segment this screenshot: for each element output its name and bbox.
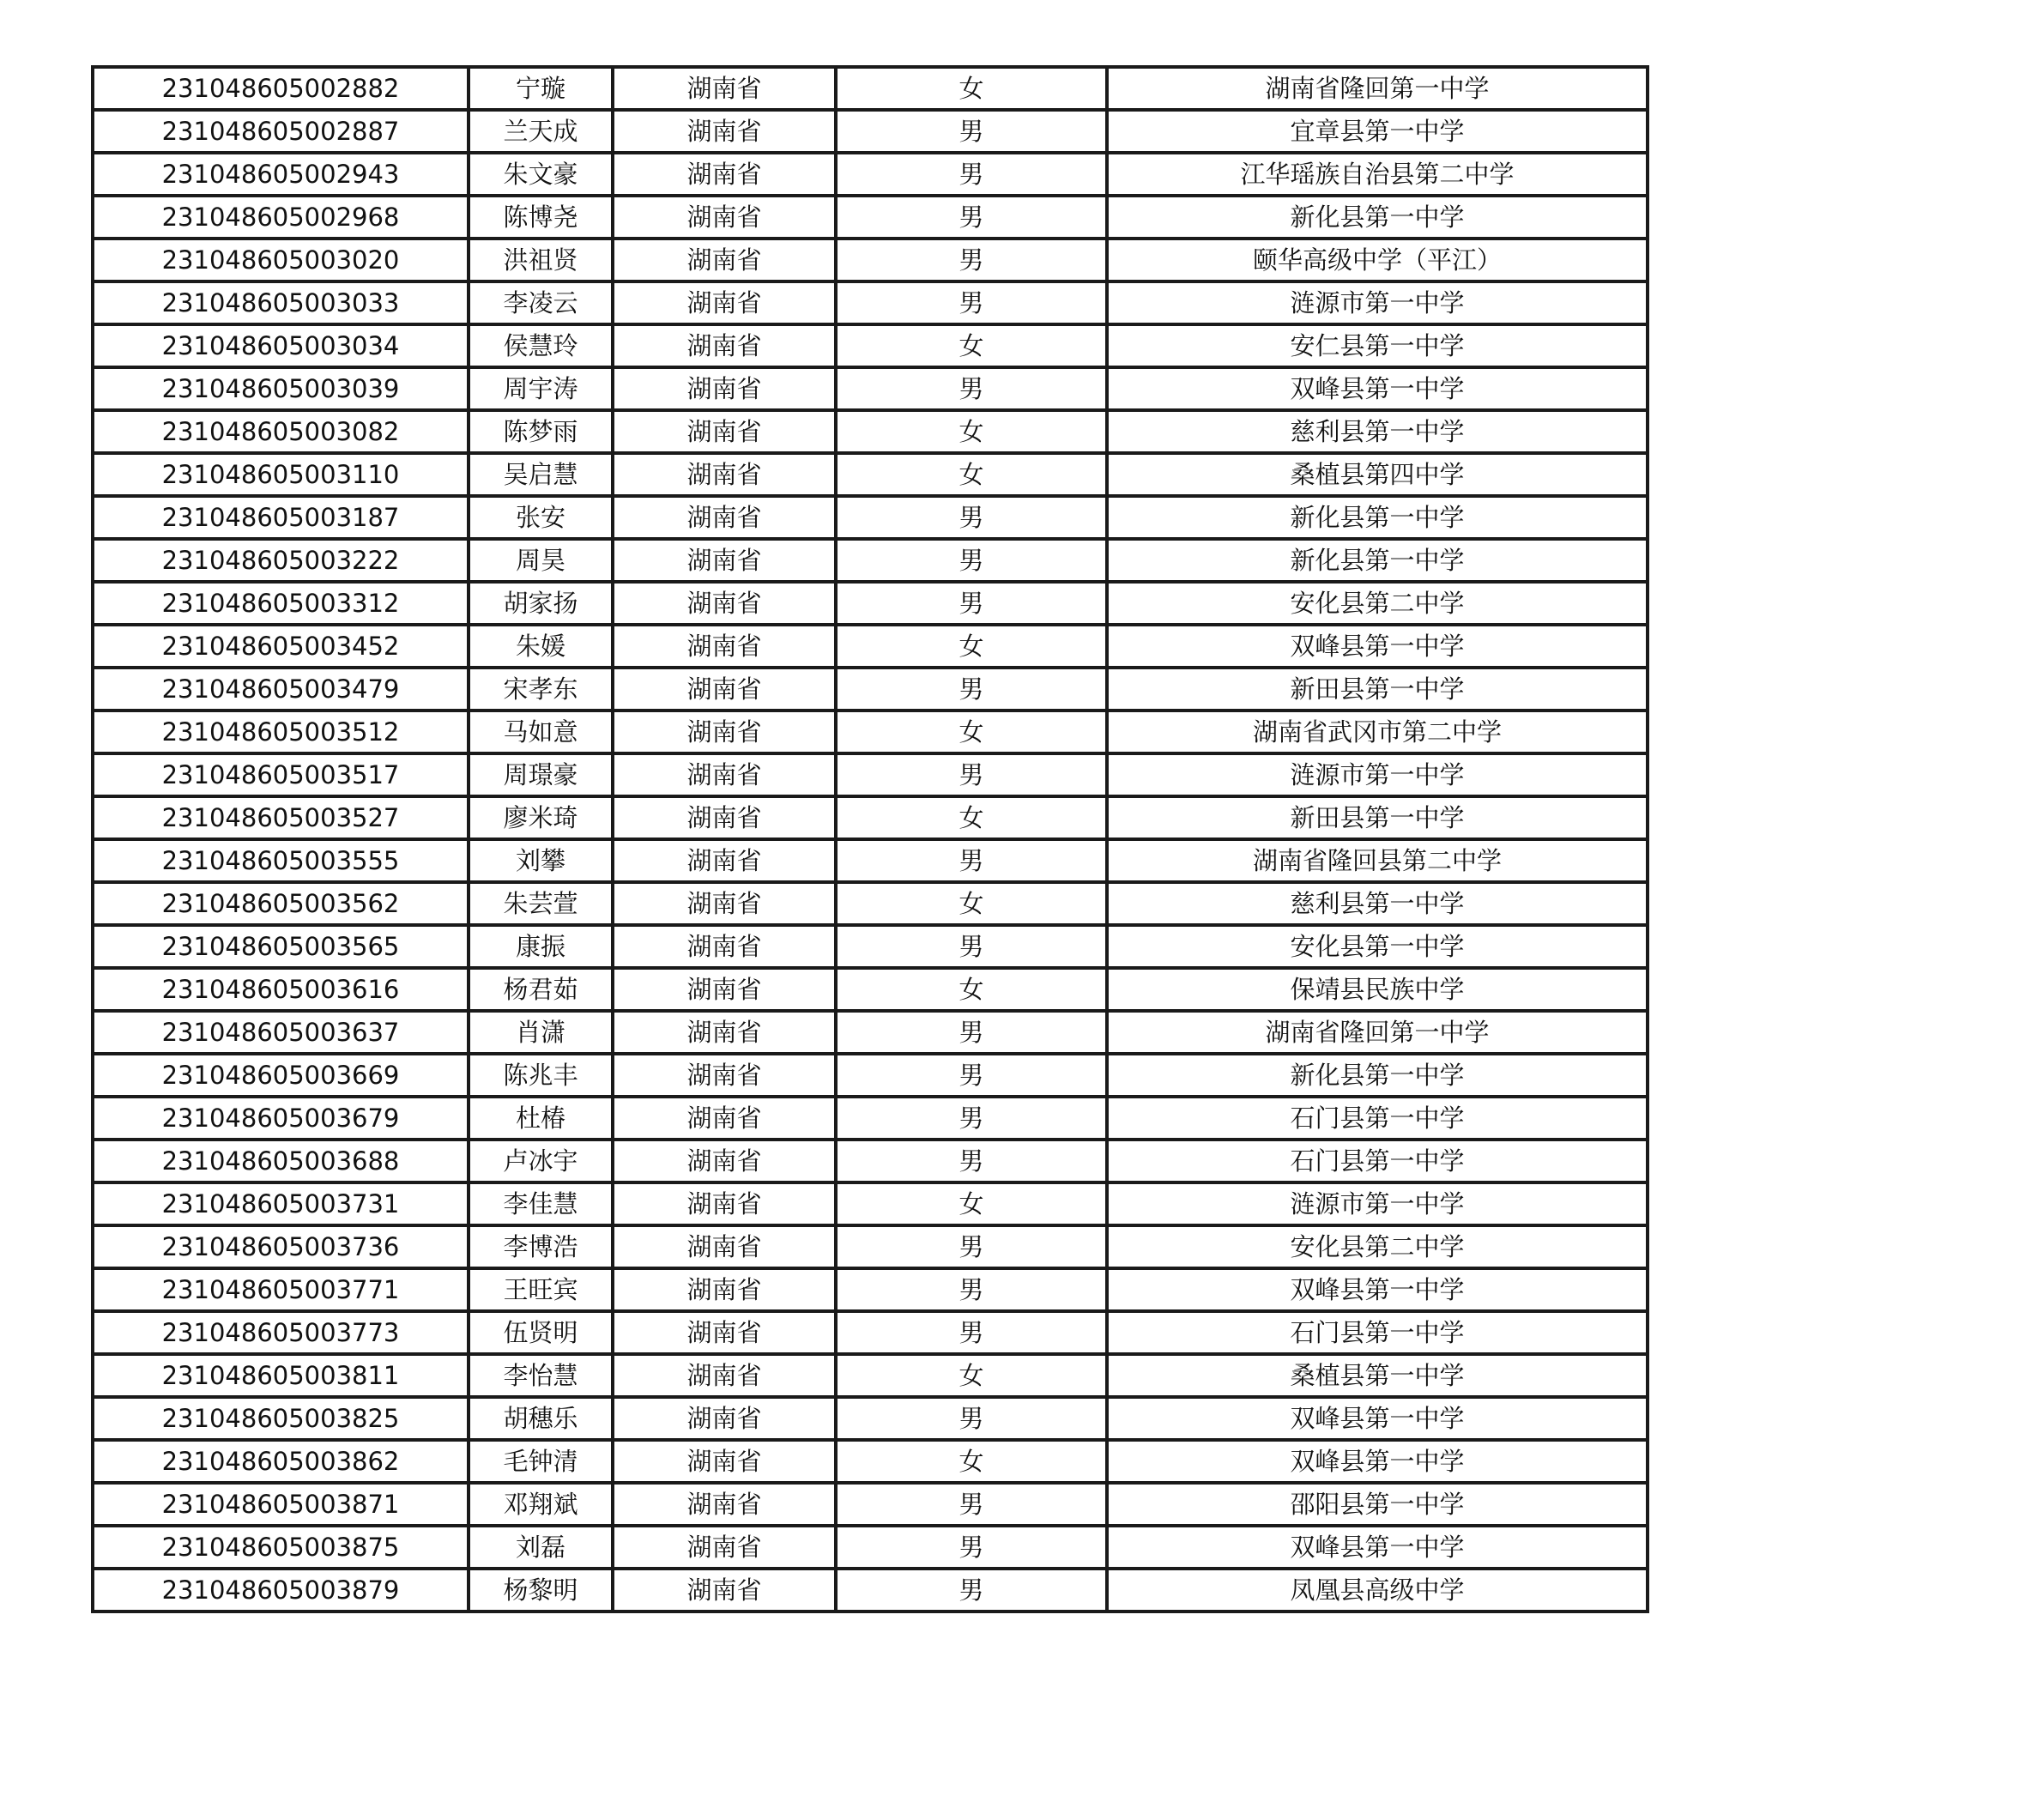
candidate-id-cell: 231048605003527 bbox=[93, 796, 469, 839]
province-cell: 湖南省 bbox=[613, 324, 836, 367]
candidate-id-cell: 231048605003773 bbox=[93, 1311, 469, 1354]
school-cell: 湖南省隆回县第二中学 bbox=[1107, 839, 1648, 882]
table-row bbox=[93, 1054, 1648, 1097]
school-cell: 涟源市第一中学 bbox=[1107, 281, 1648, 324]
school-cell: 双峰县第一中学 bbox=[1107, 367, 1648, 410]
name-cell: 伍贤明 bbox=[469, 1311, 613, 1354]
gender-cell: 男 bbox=[836, 367, 1107, 410]
gender-cell: 男 bbox=[836, 1569, 1107, 1612]
school-cell: 石门县第一中学 bbox=[1107, 1097, 1648, 1140]
province-cell: 湖南省 bbox=[613, 796, 836, 839]
name-cell: 李博浩 bbox=[469, 1225, 613, 1268]
table-row bbox=[93, 1097, 1648, 1140]
name-cell: 毛钟清 bbox=[469, 1440, 613, 1483]
school-cell: 涟源市第一中学 bbox=[1107, 1182, 1648, 1225]
school-cell: 双峰县第一中学 bbox=[1107, 1397, 1648, 1440]
table-row bbox=[93, 839, 1648, 882]
school-cell: 新田县第一中学 bbox=[1107, 668, 1648, 711]
table-row bbox=[93, 67, 1648, 110]
candidate-id-cell: 231048605002968 bbox=[93, 196, 469, 239]
province-cell: 湖南省 bbox=[613, 882, 836, 925]
gender-cell: 男 bbox=[836, 925, 1107, 968]
table-row bbox=[93, 367, 1648, 410]
candidate-id-cell: 231048605003879 bbox=[93, 1569, 469, 1612]
table-row bbox=[93, 882, 1648, 925]
gender-cell: 男 bbox=[836, 668, 1107, 711]
table-row bbox=[93, 239, 1648, 281]
gender-cell: 男 bbox=[836, 1397, 1107, 1440]
table-row bbox=[93, 1140, 1648, 1182]
gender-cell: 女 bbox=[836, 410, 1107, 453]
name-cell: 洪祖贤 bbox=[469, 239, 613, 281]
school-cell: 涟源市第一中学 bbox=[1107, 753, 1648, 796]
province-cell: 湖南省 bbox=[613, 1097, 836, 1140]
name-cell: 刘攀 bbox=[469, 839, 613, 882]
gender-cell: 女 bbox=[836, 1440, 1107, 1483]
province-cell: 湖南省 bbox=[613, 1354, 836, 1397]
name-cell: 李怡慧 bbox=[469, 1354, 613, 1397]
name-cell: 李佳慧 bbox=[469, 1182, 613, 1225]
candidate-id-cell: 231048605003736 bbox=[93, 1225, 469, 1268]
candidate-id-cell: 231048605003110 bbox=[93, 453, 469, 496]
gender-cell: 男 bbox=[836, 753, 1107, 796]
school-cell: 安化县第一中学 bbox=[1107, 925, 1648, 968]
candidate-id-cell: 231048605003187 bbox=[93, 496, 469, 539]
gender-cell: 男 bbox=[836, 153, 1107, 196]
province-cell: 湖南省 bbox=[613, 1268, 836, 1311]
school-cell: 湖南省武冈市第二中学 bbox=[1107, 711, 1648, 753]
table-row bbox=[93, 153, 1648, 196]
table-row bbox=[93, 1011, 1648, 1054]
province-cell: 湖南省 bbox=[613, 839, 836, 882]
candidate-id-cell: 231048605003688 bbox=[93, 1140, 469, 1182]
table-row bbox=[93, 539, 1648, 582]
table-row bbox=[93, 668, 1648, 711]
table-row bbox=[93, 1569, 1648, 1612]
province-cell: 湖南省 bbox=[613, 925, 836, 968]
candidate-id-cell: 231048605003034 bbox=[93, 324, 469, 367]
gender-cell: 男 bbox=[836, 1011, 1107, 1054]
gender-cell: 女 bbox=[836, 882, 1107, 925]
province-cell: 湖南省 bbox=[613, 1440, 836, 1483]
gender-cell: 女 bbox=[836, 711, 1107, 753]
name-cell: 陈兆丰 bbox=[469, 1054, 613, 1097]
gender-cell: 女 bbox=[836, 1182, 1107, 1225]
table-row bbox=[93, 496, 1648, 539]
school-cell: 新化县第一中学 bbox=[1107, 196, 1648, 239]
table-row bbox=[93, 453, 1648, 496]
gender-cell: 女 bbox=[836, 968, 1107, 1011]
name-cell: 杨黎明 bbox=[469, 1569, 613, 1612]
school-cell: 桑植县第四中学 bbox=[1107, 453, 1648, 496]
table-row bbox=[93, 110, 1648, 153]
candidate-id-cell: 231048605002882 bbox=[93, 67, 469, 110]
name-cell: 邓翔斌 bbox=[469, 1483, 613, 1526]
candidate-id-cell: 231048605003562 bbox=[93, 882, 469, 925]
candidate-id-cell: 231048605002943 bbox=[93, 153, 469, 196]
candidate-id-cell: 231048605003679 bbox=[93, 1097, 469, 1140]
province-cell: 湖南省 bbox=[613, 1483, 836, 1526]
gender-cell: 男 bbox=[836, 281, 1107, 324]
table-row bbox=[93, 1268, 1648, 1311]
table-row bbox=[93, 711, 1648, 753]
name-cell: 胡穗乐 bbox=[469, 1397, 613, 1440]
gender-cell: 男 bbox=[836, 1054, 1107, 1097]
table-row bbox=[93, 1311, 1648, 1354]
school-cell: 湖南省隆回第一中学 bbox=[1107, 67, 1648, 110]
table-row bbox=[93, 625, 1648, 668]
candidate-id-cell: 231048605003565 bbox=[93, 925, 469, 968]
candidate-id-cell: 231048605003020 bbox=[93, 239, 469, 281]
school-cell: 凤凰县高级中学 bbox=[1107, 1569, 1648, 1612]
school-cell: 江华瑶族自治县第二中学 bbox=[1107, 153, 1648, 196]
candidate-id-cell: 231048605003517 bbox=[93, 753, 469, 796]
gender-cell: 男 bbox=[836, 239, 1107, 281]
name-cell: 李凌云 bbox=[469, 281, 613, 324]
school-cell: 慈利县第一中学 bbox=[1107, 410, 1648, 453]
province-cell: 湖南省 bbox=[613, 668, 836, 711]
name-cell: 周宇涛 bbox=[469, 367, 613, 410]
name-cell: 朱文豪 bbox=[469, 153, 613, 196]
name-cell: 胡家扬 bbox=[469, 582, 613, 625]
gender-cell: 男 bbox=[836, 196, 1107, 239]
gender-cell: 女 bbox=[836, 625, 1107, 668]
candidate-id-cell: 231048605003082 bbox=[93, 410, 469, 453]
candidate-id-cell: 231048605003039 bbox=[93, 367, 469, 410]
school-cell: 新田县第一中学 bbox=[1107, 796, 1648, 839]
school-cell: 颐华高级中学（平江） bbox=[1107, 239, 1648, 281]
candidate-id-cell: 231048605003616 bbox=[93, 968, 469, 1011]
table-row bbox=[93, 1182, 1648, 1225]
name-cell: 朱芸萱 bbox=[469, 882, 613, 925]
table-row bbox=[93, 1440, 1648, 1483]
school-cell: 安仁县第一中学 bbox=[1107, 324, 1648, 367]
name-cell: 肖潇 bbox=[469, 1011, 613, 1054]
school-cell: 安化县第二中学 bbox=[1107, 1225, 1648, 1268]
candidate-id-cell: 231048605003871 bbox=[93, 1483, 469, 1526]
name-cell: 陈梦雨 bbox=[469, 410, 613, 453]
candidate-id-cell: 231048605003555 bbox=[93, 839, 469, 882]
school-cell: 石门县第一中学 bbox=[1107, 1140, 1648, 1182]
school-cell: 宜章县第一中学 bbox=[1107, 110, 1648, 153]
province-cell: 湖南省 bbox=[613, 625, 836, 668]
table-row bbox=[93, 925, 1648, 968]
school-cell: 新化县第一中学 bbox=[1107, 539, 1648, 582]
school-cell: 双峰县第一中学 bbox=[1107, 1526, 1648, 1569]
table-row bbox=[93, 1483, 1648, 1526]
province-cell: 湖南省 bbox=[613, 453, 836, 496]
name-cell: 周昊 bbox=[469, 539, 613, 582]
candidate-id-cell: 231048605003312 bbox=[93, 582, 469, 625]
school-cell: 双峰县第一中学 bbox=[1107, 625, 1648, 668]
candidate-id-cell: 231048605003033 bbox=[93, 281, 469, 324]
gender-cell: 男 bbox=[836, 539, 1107, 582]
name-cell: 杨君茹 bbox=[469, 968, 613, 1011]
province-cell: 湖南省 bbox=[613, 67, 836, 110]
province-cell: 湖南省 bbox=[613, 1140, 836, 1182]
school-cell: 石门县第一中学 bbox=[1107, 1311, 1648, 1354]
gender-cell: 男 bbox=[836, 1225, 1107, 1268]
table-row bbox=[93, 968, 1648, 1011]
name-cell: 王旺宾 bbox=[469, 1268, 613, 1311]
school-cell: 湖南省隆回第一中学 bbox=[1107, 1011, 1648, 1054]
province-cell: 湖南省 bbox=[613, 968, 836, 1011]
school-cell: 桑植县第一中学 bbox=[1107, 1354, 1648, 1397]
school-cell: 双峰县第一中学 bbox=[1107, 1268, 1648, 1311]
province-cell: 湖南省 bbox=[613, 582, 836, 625]
table-row bbox=[93, 1526, 1648, 1569]
province-cell: 湖南省 bbox=[613, 410, 836, 453]
school-cell: 新化县第一中学 bbox=[1107, 1054, 1648, 1097]
gender-cell: 男 bbox=[836, 1097, 1107, 1140]
candidate-id-cell: 231048605003771 bbox=[93, 1268, 469, 1311]
table-row bbox=[93, 196, 1648, 239]
province-cell: 湖南省 bbox=[613, 1526, 836, 1569]
table-row bbox=[93, 1397, 1648, 1440]
province-cell: 湖南省 bbox=[613, 1311, 836, 1354]
table-row bbox=[93, 796, 1648, 839]
name-cell: 廖米琦 bbox=[469, 796, 613, 839]
province-cell: 湖南省 bbox=[613, 281, 836, 324]
gender-cell: 男 bbox=[836, 1140, 1107, 1182]
candidate-id-cell: 231048605003875 bbox=[93, 1526, 469, 1569]
gender-cell: 男 bbox=[836, 496, 1107, 539]
gender-cell: 女 bbox=[836, 453, 1107, 496]
name-cell: 宋孝东 bbox=[469, 668, 613, 711]
province-cell: 湖南省 bbox=[613, 1054, 836, 1097]
province-cell: 湖南省 bbox=[613, 1569, 836, 1612]
name-cell: 杜椿 bbox=[469, 1097, 613, 1140]
roster-table bbox=[91, 65, 1649, 1613]
name-cell: 兰天成 bbox=[469, 110, 613, 153]
candidate-id-cell: 231048605003862 bbox=[93, 1440, 469, 1483]
table-row bbox=[93, 753, 1648, 796]
candidate-id-cell: 231048605003669 bbox=[93, 1054, 469, 1097]
table-row bbox=[93, 582, 1648, 625]
province-cell: 湖南省 bbox=[613, 1011, 836, 1054]
candidate-id-cell: 231048605003811 bbox=[93, 1354, 469, 1397]
province-cell: 湖南省 bbox=[613, 1397, 836, 1440]
gender-cell: 男 bbox=[836, 1483, 1107, 1526]
candidate-id-cell: 231048605003479 bbox=[93, 668, 469, 711]
table-row bbox=[93, 410, 1648, 453]
gender-cell: 女 bbox=[836, 67, 1107, 110]
name-cell: 宁璇 bbox=[469, 67, 613, 110]
gender-cell: 女 bbox=[836, 796, 1107, 839]
gender-cell: 女 bbox=[836, 1354, 1107, 1397]
name-cell: 张安 bbox=[469, 496, 613, 539]
name-cell: 马如意 bbox=[469, 711, 613, 753]
province-cell: 湖南省 bbox=[613, 1225, 836, 1268]
gender-cell: 男 bbox=[836, 1311, 1107, 1354]
name-cell: 刘磊 bbox=[469, 1526, 613, 1569]
province-cell: 湖南省 bbox=[613, 196, 836, 239]
province-cell: 湖南省 bbox=[613, 367, 836, 410]
table-row bbox=[93, 1225, 1648, 1268]
table-row bbox=[93, 324, 1648, 367]
table-row bbox=[93, 1354, 1648, 1397]
candidate-id-cell: 231048605003637 bbox=[93, 1011, 469, 1054]
province-cell: 湖南省 bbox=[613, 539, 836, 582]
name-cell: 侯慧玲 bbox=[469, 324, 613, 367]
gender-cell: 男 bbox=[836, 582, 1107, 625]
name-cell: 吴启慧 bbox=[469, 453, 613, 496]
table-row bbox=[93, 281, 1648, 324]
gender-cell: 男 bbox=[836, 110, 1107, 153]
candidate-id-cell: 231048605003452 bbox=[93, 625, 469, 668]
gender-cell: 男 bbox=[836, 839, 1107, 882]
province-cell: 湖南省 bbox=[613, 711, 836, 753]
province-cell: 湖南省 bbox=[613, 753, 836, 796]
candidate-id-cell: 231048605003825 bbox=[93, 1397, 469, 1440]
school-cell: 慈利县第一中学 bbox=[1107, 882, 1648, 925]
candidate-id-cell: 231048605002887 bbox=[93, 110, 469, 153]
province-cell: 湖南省 bbox=[613, 496, 836, 539]
candidate-id-cell: 231048605003512 bbox=[93, 711, 469, 753]
name-cell: 朱媛 bbox=[469, 625, 613, 668]
school-cell: 双峰县第一中学 bbox=[1107, 1440, 1648, 1483]
gender-cell: 男 bbox=[836, 1526, 1107, 1569]
province-cell: 湖南省 bbox=[613, 239, 836, 281]
school-cell: 邵阳县第一中学 bbox=[1107, 1483, 1648, 1526]
name-cell: 康振 bbox=[469, 925, 613, 968]
roster-table-body bbox=[93, 67, 1648, 1612]
candidate-id-cell: 231048605003731 bbox=[93, 1182, 469, 1225]
province-cell: 湖南省 bbox=[613, 1182, 836, 1225]
name-cell: 卢冰宇 bbox=[469, 1140, 613, 1182]
name-cell: 陈博尧 bbox=[469, 196, 613, 239]
gender-cell: 女 bbox=[836, 324, 1107, 367]
province-cell: 湖南省 bbox=[613, 153, 836, 196]
school-cell: 安化县第二中学 bbox=[1107, 582, 1648, 625]
gender-cell: 男 bbox=[836, 1268, 1107, 1311]
name-cell: 周璟豪 bbox=[469, 753, 613, 796]
province-cell: 湖南省 bbox=[613, 110, 836, 153]
school-cell: 保靖县民族中学 bbox=[1107, 968, 1648, 1011]
candidate-id-cell: 231048605003222 bbox=[93, 539, 469, 582]
school-cell: 新化县第一中学 bbox=[1107, 496, 1648, 539]
